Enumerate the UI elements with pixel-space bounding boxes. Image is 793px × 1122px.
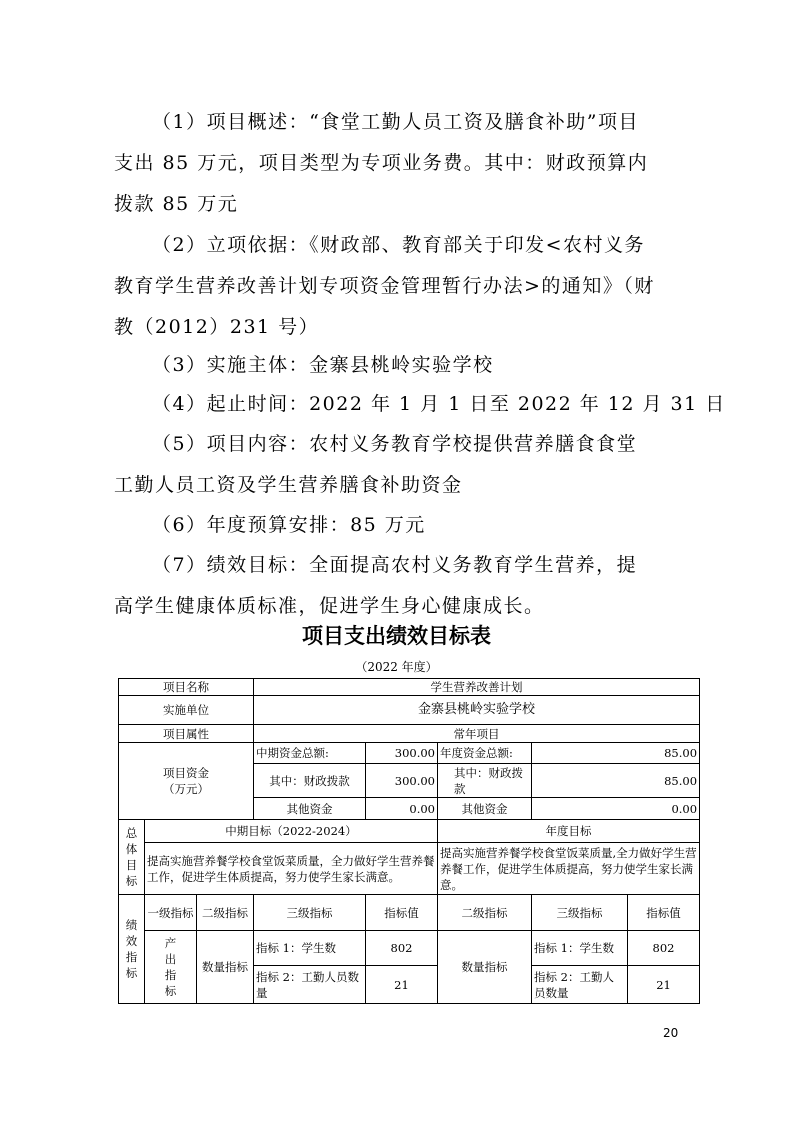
mid-goal-header: 中期目标（2022-2024） — [145, 820, 438, 843]
overall-target-label: 总体目标 — [119, 820, 145, 895]
col-header-level2-year: 二级指标 — [438, 895, 532, 931]
performance-indicator-label: 绩效指标 — [119, 895, 145, 1004]
col-header-level3: 三级指标 — [254, 895, 366, 931]
unit-label: 实施单位 — [119, 696, 254, 725]
text-line: （3）实施主体：金寨县桃岭实验学校 — [152, 354, 494, 376]
indicator-cell: 指标 2：工勤人员数量 — [254, 966, 366, 1004]
indicator-cell: 指标 1：学生数 — [532, 931, 628, 966]
text-line: （1）项目概述：“食堂工勤人员工资及膳食补助”项目 — [152, 111, 640, 133]
paragraph-period — [114, 384, 726, 425]
paragraph-basis — [114, 225, 680, 348]
paragraph-budget — [114, 505, 680, 546]
table-title: 项目支出绩效目标表 — [302, 624, 491, 648]
text-line: （7）绩效目标：全面提高农村义务教育学生营养，提 — [152, 554, 638, 576]
text-line: 高学生健康体质标准，促进学生身心健康成长。 — [114, 595, 545, 617]
text-line: 工勤人员工资及学生营养膳食补助资金 — [114, 474, 463, 496]
col-header-level3-year: 三级指标 — [532, 895, 628, 931]
output-indicator-label: 产出指标 — [145, 931, 197, 1004]
paragraph-implementer — [114, 345, 680, 386]
mid-total-label: 中期资金总额: — [254, 743, 366, 764]
indicator-value: 802 — [628, 931, 700, 966]
col-header-value-year: 指标值 — [628, 895, 700, 931]
text-line: 拨款 85 万元 — [114, 193, 239, 215]
text-line: 教（2012）231 号） — [114, 316, 320, 338]
year-total-value: 85.00 — [532, 743, 700, 764]
year-other-label: 其他资金 — [438, 798, 532, 820]
mid-other-value: 0.00 — [366, 798, 438, 820]
project-name-value: 学生营养改善计划 — [254, 679, 700, 696]
text-line: 教育学生营养改善计划专项资金管理暂行办法>的通知》（财 — [114, 275, 655, 297]
indicator-cell: 指标 1：学生数 — [254, 931, 366, 966]
paragraph-goal — [114, 545, 680, 627]
quantity-indicator-year: 数量指标 — [438, 931, 532, 1004]
project-name-label: 项目名称 — [119, 679, 254, 696]
indicator-value: 21 — [366, 966, 438, 1004]
indicator-value: 21 — [628, 966, 700, 1004]
funds-label-text: 项目资金 — [163, 766, 209, 780]
text-line: （5）项目内容：农村义务教育学校提供营养膳食食堂 — [152, 433, 638, 455]
year-fiscal-value: 85.00 — [532, 764, 700, 798]
performance-target-table — [118, 678, 700, 1004]
text-line: 支出 85 万元，项目类型为专项业务费。其中：财政预算内 — [114, 152, 649, 174]
mid-goal-text: 提高实施营养餐学校食堂饭菜质量，全力做好学生营养餐工作，促进学生体质提高，努力使学生家长满意。 — [145, 843, 438, 895]
year-goal-header: 年度目标 — [438, 820, 700, 843]
mid-total-value: 300.00 — [366, 743, 438, 764]
text-line: （2）立项依据：《财政部、教育部关于印发<农村义务 — [152, 234, 646, 256]
year-other-value: 0.00 — [532, 798, 700, 820]
mid-fiscal-value: 300.00 — [366, 764, 438, 798]
col-header-level2: 二级指标 — [197, 895, 254, 931]
year-total-label: 年度资金总额: — [438, 743, 532, 764]
table-subtitle: （2022 年度） — [355, 660, 438, 674]
funds-label — [119, 743, 254, 820]
mid-other-label: 其他资金 — [254, 798, 366, 820]
year-goal-text: 提高实施营养餐学校食堂饭菜质量,全力做好学生营养餐工作，促进学生体质提高，努力使学生家长满意。 — [438, 843, 700, 895]
quantity-indicator-mid: 数量指标 — [197, 931, 254, 1004]
col-header-level1: 一级指标 — [145, 895, 197, 931]
text-line: （6）年度预算安排：85 万元 — [152, 514, 426, 536]
year-fiscal-label: 其中：财政拨款 — [438, 764, 532, 798]
page-number: 20 — [663, 1026, 679, 1040]
mid-fiscal-label: 其中：财政拨款 — [254, 764, 366, 798]
funds-unit-text: （万元） — [163, 782, 209, 796]
attr-value: 常年项目 — [254, 725, 700, 743]
paragraph-project-overview — [114, 102, 680, 225]
paragraph-content — [114, 424, 680, 506]
indicator-cell: 指标 2：工勤人员数量 — [532, 966, 628, 1004]
unit-value: 金寨县桃岭实验学校 — [254, 696, 700, 725]
indicator-value: 802 — [366, 931, 438, 966]
attr-label: 项目属性 — [119, 725, 254, 743]
text-line: （4）起止时间：2022 年 1 月 1 日至 2022 年 12 月 31 日 — [152, 393, 726, 415]
col-header-value: 指标值 — [366, 895, 438, 931]
